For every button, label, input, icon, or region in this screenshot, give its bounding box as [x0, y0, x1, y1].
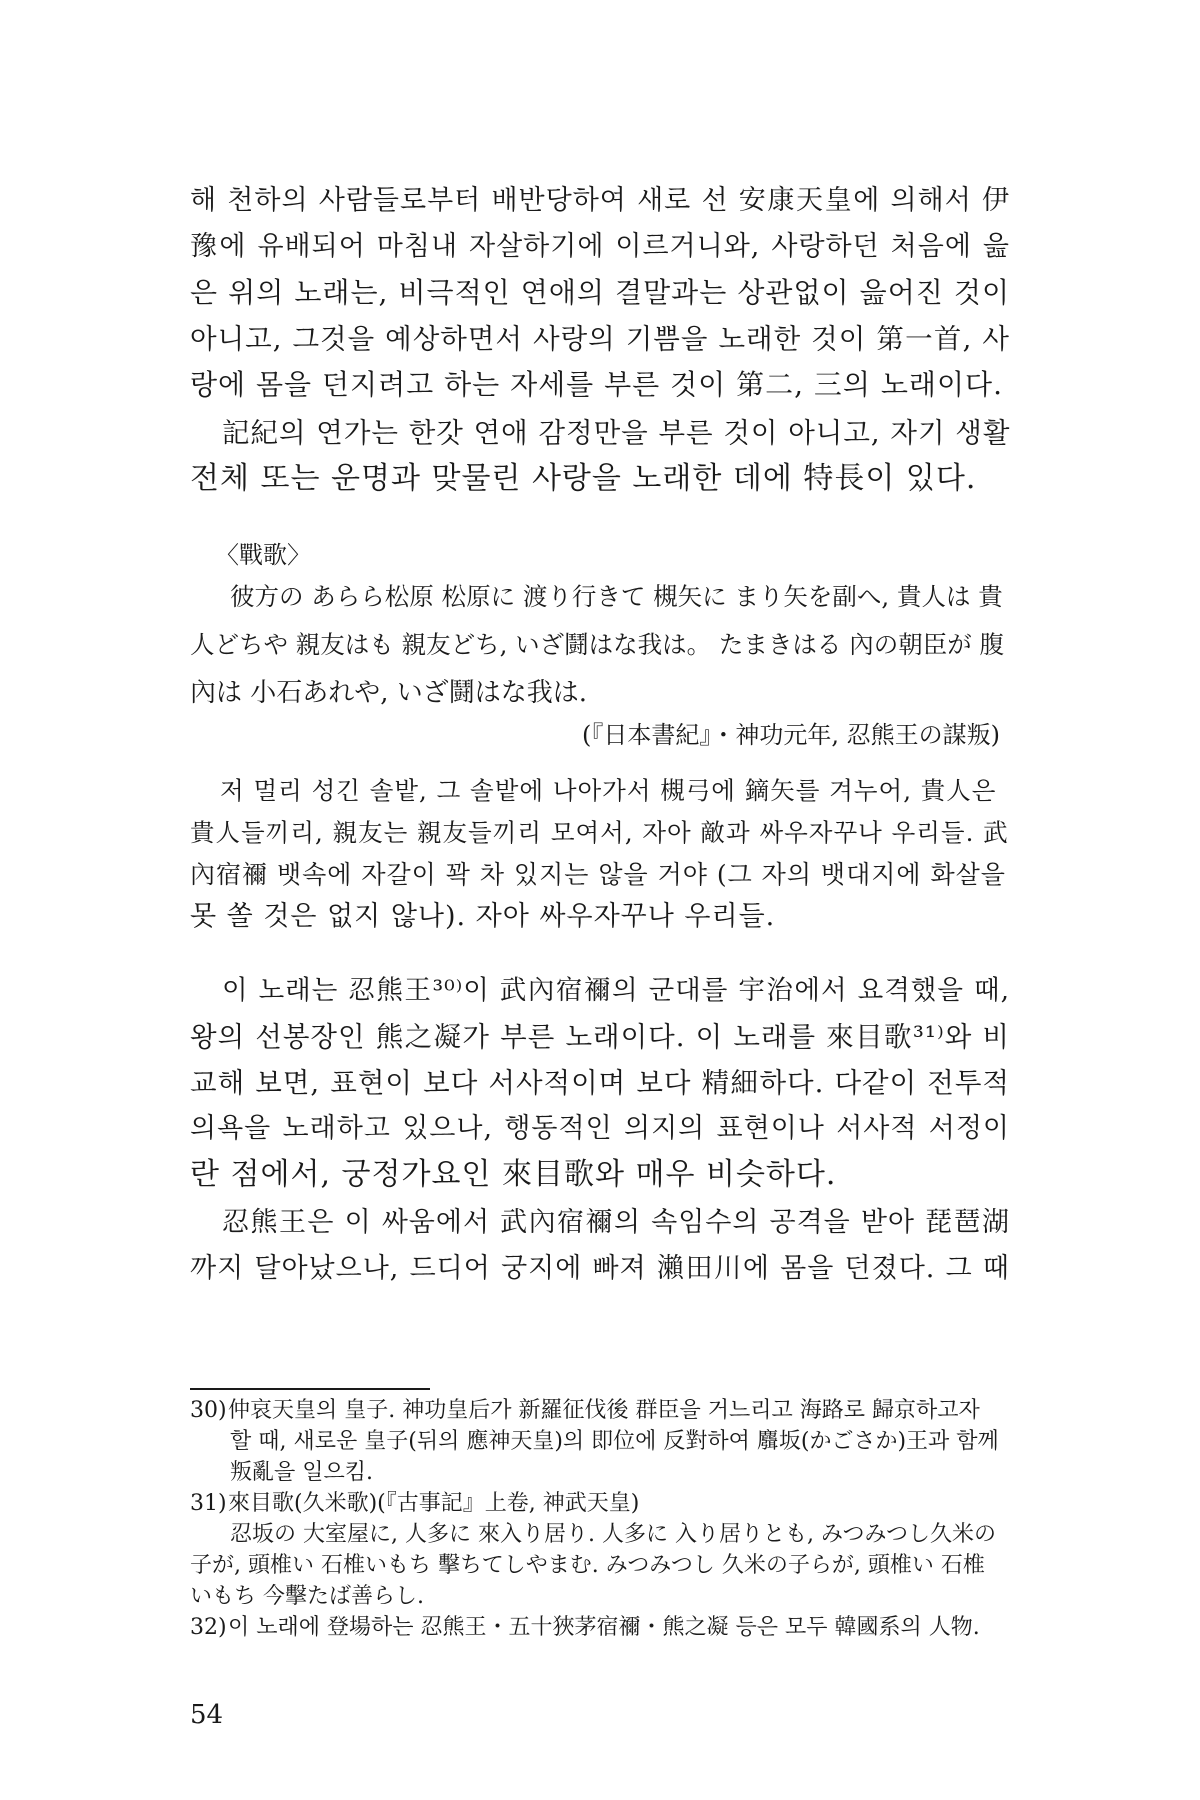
poem-line: 彼方の あらら松原 松原に 渡り行きて 槻矢に まり矢を副へ, 貴人は 貴 — [230, 582, 1003, 611]
footnote-text: 이 노래에 登場하는 忍熊王・五十狹茅宿禰・熊之凝 등은 모두 韓國系의 人物. — [228, 1615, 980, 1640]
footnotes — [190, 1395, 1010, 1643]
text-line: 해 천하의 사람들로부터 배반당하여 새로 선 安康天皇에 의해서 伊 — [190, 185, 1010, 216]
paragraph-4 — [190, 1200, 1010, 1292]
text-line: 豫에 유배되어 마침내 자살하기에 이르거니와, 사랑하던 처음에 읊 — [190, 231, 1010, 262]
poem-line: 人どちや 親友はも 親友どち, いざ鬪はな我は。 たまきはる 內の朝臣が 腹 — [190, 630, 1005, 659]
paragraph-2 — [190, 410, 1010, 502]
poem-title: 〈戰歌〉 — [215, 541, 311, 569]
footnote-line: 子が, 頭椎い 石椎いもち 擊ちてしやまむ. みつみつし 久米の子らが, 頭椎い 石椎 — [190, 1553, 985, 1578]
text-line: 교해 보면, 표현이 보다 서사적이며 보다 精細하다. 다같이 전투적 — [190, 1067, 1010, 1099]
text-line: 전체 또는 운명과 맞물린 사랑을 노래한 데에 特長이 있다. — [190, 461, 977, 496]
footnote-text: 來目歌(久米歌)(『古事記』上卷, 神武天皇) — [228, 1491, 640, 1516]
text-line: 까지 달아났으나, 드디어 궁지에 빠져 瀨田川에 몸을 던졌다. 그 때 — [190, 1253, 1010, 1284]
footnote-number: 30) — [190, 1398, 227, 1423]
footnote-line — [190, 1612, 1010, 1643]
translation-block — [190, 770, 1010, 938]
footnote-divider — [190, 1388, 430, 1390]
text-line: 란 점에서, 궁정가요인 來目歌와 매우 비슷하다. — [190, 1157, 837, 1192]
text-line: 은 위의 노래는, 비극적인 연애의 결말과는 상관없이 읊어진 것이 — [190, 276, 1010, 309]
text-line: 못 쏠 것은 없지 않나). 자아 싸우자꾸나 우리들. — [190, 901, 776, 932]
footnote-line: 叛亂을 일으킴. — [230, 1460, 373, 1485]
text-line: 아니고, 그것을 예상하면서 사랑의 기쁨을 노래한 것이 第一首, 사 — [190, 323, 1010, 355]
text-line: 貴人들끼리, 親友는 親友들끼리 모여서, 자아 敵과 싸우자꾸나 우리들. 武 — [190, 818, 1009, 847]
footnote-line — [190, 1395, 1010, 1426]
poem-block — [190, 537, 1010, 753]
footnote-line — [190, 1488, 1010, 1519]
text-line: 저 멀리 성긴 솔밭, 그 솔밭에 나아가서 槻弓에 鏑矢를 겨누어, 貴人은 — [220, 776, 997, 805]
text-line: 內宿禰 뱃속에 자갈이 꽉 차 있지는 않을 거야 (그 자의 뱃대지에 화살을 — [190, 860, 1006, 889]
paragraph-1 — [190, 178, 1010, 408]
footnote-line: 忍坂の 大室屋に, 人多に 來入り居り. 人多に 入り居りとも, みつみつし久米の — [230, 1522, 997, 1547]
page-number: 54 — [190, 1700, 224, 1730]
footnote-line: 할 때, 새로운 皇子(뒤의 應神天皇)의 即位에 反對하여 麛坂(かごさか)王과 함께 — [230, 1429, 999, 1454]
footnote-number: 32) — [190, 1615, 227, 1640]
footnote-number: 31) — [190, 1491, 227, 1516]
footnote-text: 仲哀天皇의 皇子. 神功皇后가 新羅征伐後 群臣을 거느리고 海路로 歸京하고자 — [228, 1398, 980, 1423]
text-line: 왕의 선봉장인 熊之凝가 부른 노래이다. 이 노래를 來目歌³¹⁾와 비 — [190, 1021, 1010, 1053]
footnote-line: いもち 今擊たば善らし. — [190, 1584, 424, 1609]
poem-source: (『日本書紀』・神功元年, 忍熊王の謀叛) — [582, 721, 1000, 749]
paragraph-3 — [190, 968, 1010, 1198]
text-line: 忍熊王은 이 싸움에서 武內宿禰의 속임수의 공격을 받아 琵琶湖 — [222, 1207, 1010, 1238]
text-line: 의욕을 노래하고 있으나, 행동적인 의지의 표현이나 서사적 서정이 — [190, 1113, 1010, 1144]
text-line: 랑에 몸을 던지려고 하는 자세를 부른 것이 第二, 三의 노래이다. — [190, 368, 1003, 401]
text-line: 記紀의 연가는 한갓 연애 감정만을 부른 것이 아니고, 자기 생활 — [222, 417, 1011, 449]
text-line: 이 노래는 忍熊王³⁰⁾이 武內宿禰의 군대를 宇治에서 요격했을 때, — [222, 975, 1010, 1006]
poem-line: 內は 小石あれや, いざ鬪はな我は. — [190, 678, 588, 708]
